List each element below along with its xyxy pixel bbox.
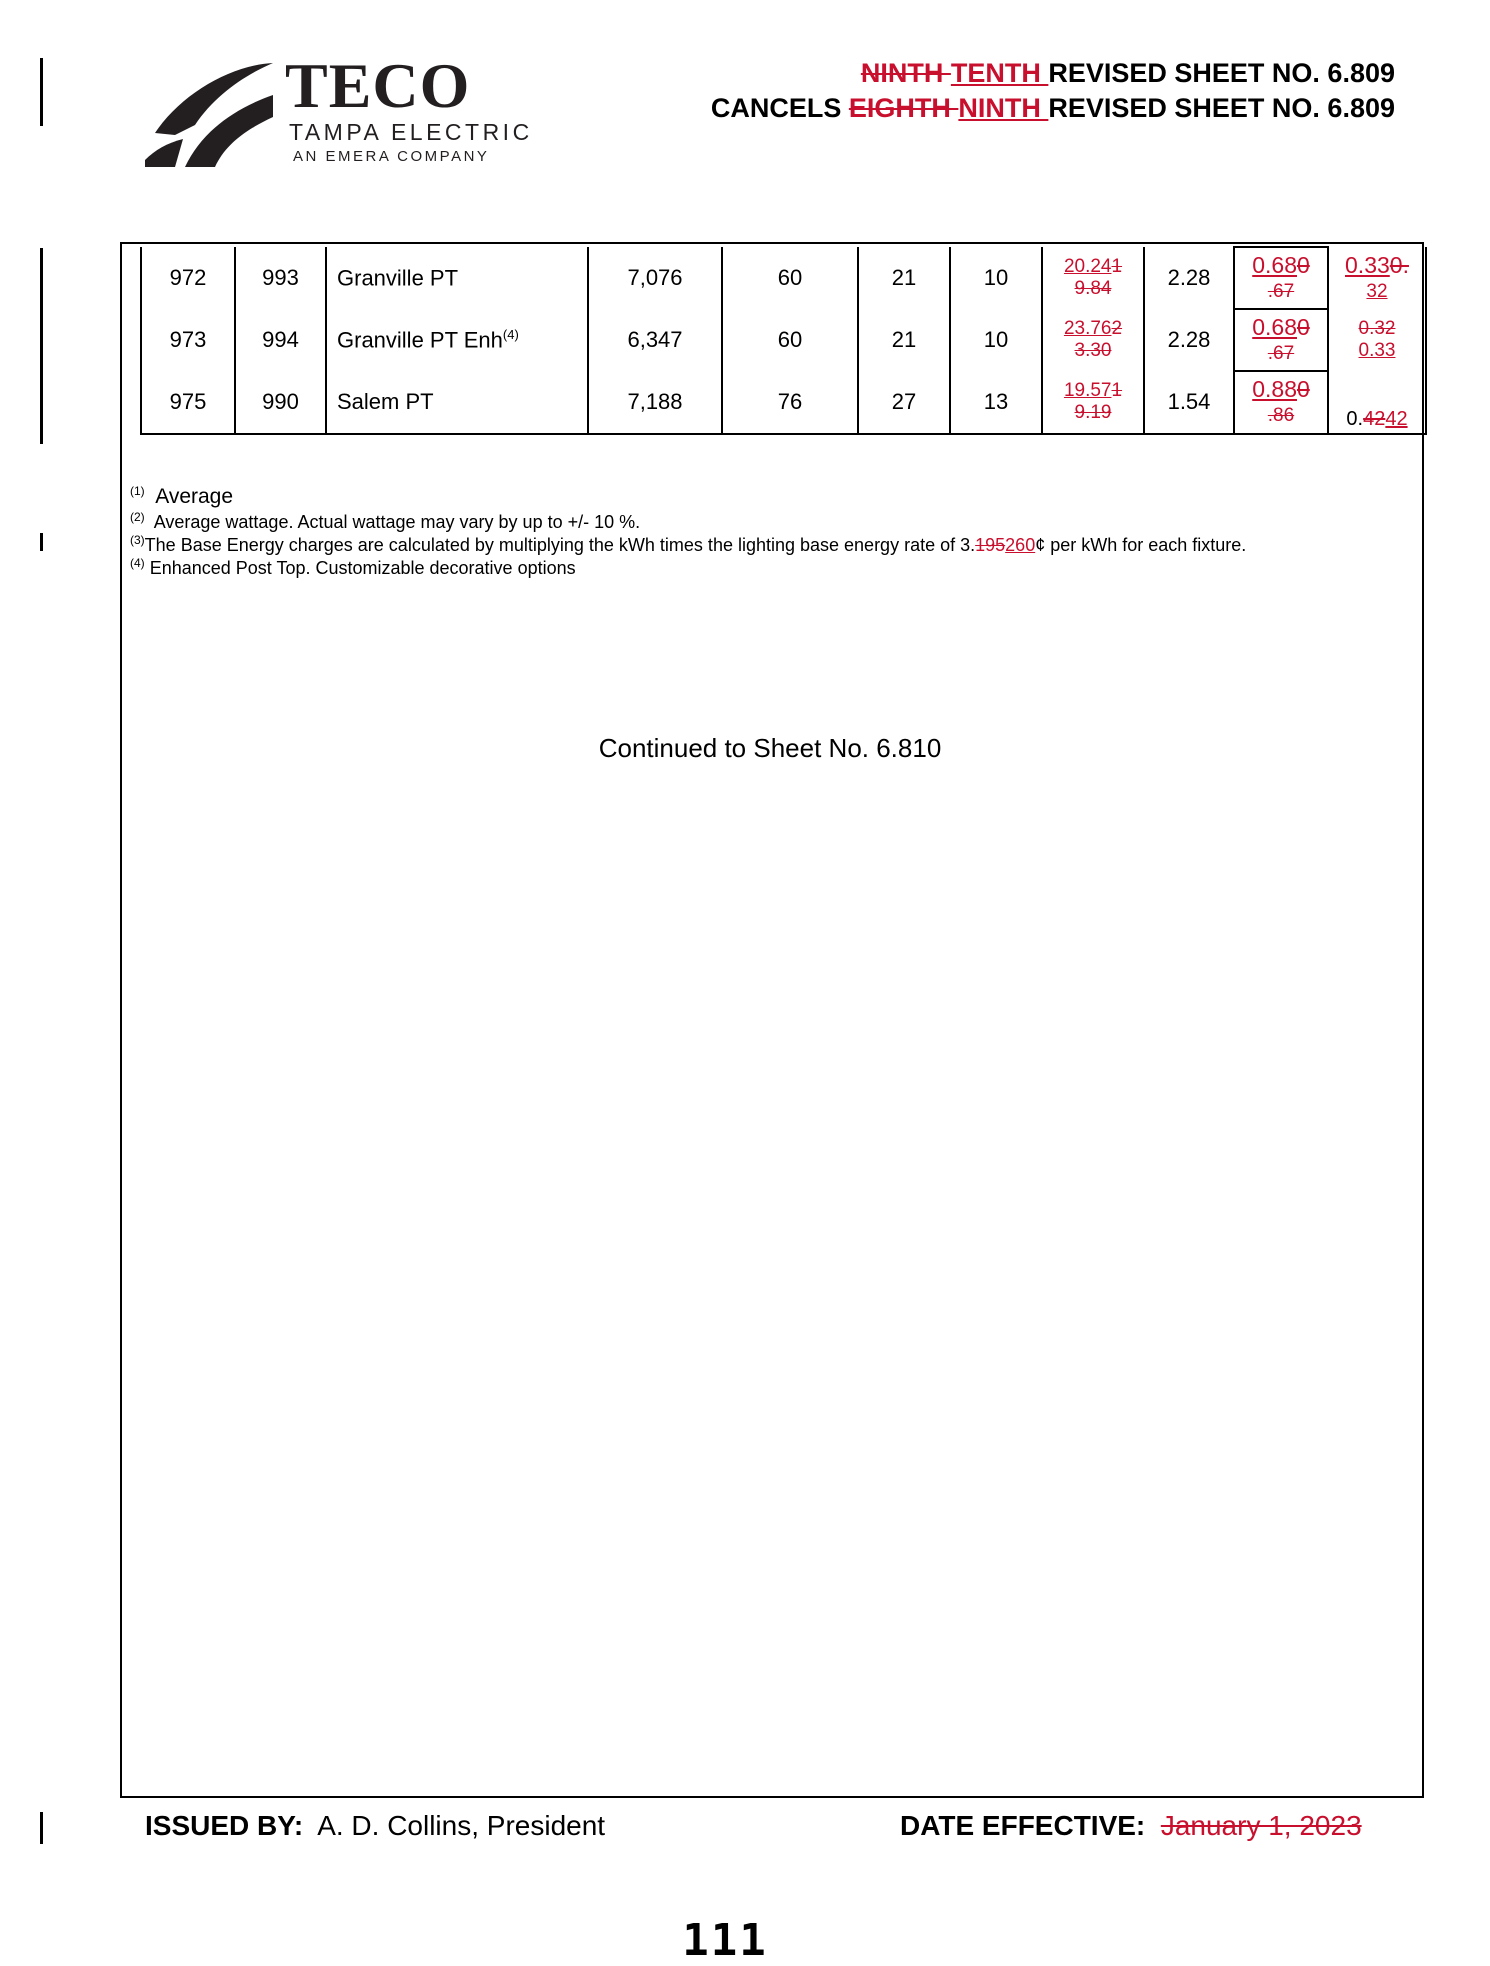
continued-note: Continued to Sheet No. 6.810	[598, 733, 942, 763]
logo-wordmark: TECO	[285, 50, 471, 121]
table-row: 972 993 Granville PT 7,076 60 21 10 20.241 9.84 2.28 0.680 .67 0.330. 32	[141, 247, 1426, 309]
logo-tagline: AN EMERA COMPANY	[293, 148, 490, 165]
footnote-3: $^{(3)}$The Base Energy charges are calculated by multiplying the kWh times the lighting base energy rate of 3.195260¢ per kWh for each fixture.	[130, 533, 1247, 555]
sheet-title-line2: CANCELS EIGHTH NINTH REVISED SHEET NO. 6.809	[710, 93, 1395, 123]
rate-table	[140, 246, 1427, 435]
inserted-text: TENTH	[950, 58, 1049, 88]
revision-bar-header	[40, 58, 43, 126]
footnote-4: $^{(4)}$ Enhanced Post Top. Customizable decorative options	[130, 556, 576, 578]
revision-bar-footnote	[40, 533, 43, 551]
footnote-2: $^{(2)}$ Average wattage. Actual wattage may vary by up to +/- 10 %.	[130, 510, 641, 532]
sheet-title-line1: NINTH TENTH REVISED SHEET NO. 6.809	[860, 58, 1395, 88]
swoosh-icon	[145, 55, 275, 170]
page-frame	[120, 242, 1424, 1798]
logo-company: TAMPA ELECTRIC	[289, 119, 533, 145]
footnote-1: $^{(1)}$ Average	[130, 484, 234, 508]
table-row: 975 990 Salem PT 7,188 76 27 13 19.571 9.19 1.54 0.880 .86 0.4242	[141, 371, 1426, 434]
teco-logo	[145, 50, 575, 175]
deleted-text: NINTH	[860, 58, 951, 88]
revision-bar-table	[40, 248, 43, 444]
table-row: 973 994 Granville PT Enh$^{(4)}$ 6,347 60 21 10 23.762 3.30 2.28 0.680 .67 0.32 0.33	[141, 309, 1426, 371]
issued-by: ISSUED BY: A. D. Collins, President	[145, 1810, 606, 1841]
inserted-text: NINTH	[958, 93, 1049, 123]
deleted-text: EIGHTH	[848, 93, 959, 123]
page-number: 111	[682, 1915, 768, 1966]
date-effective: DATE EFFECTIVE: January 1, 2023	[900, 1810, 1362, 1841]
revision-bar-footer	[40, 1812, 43, 1844]
